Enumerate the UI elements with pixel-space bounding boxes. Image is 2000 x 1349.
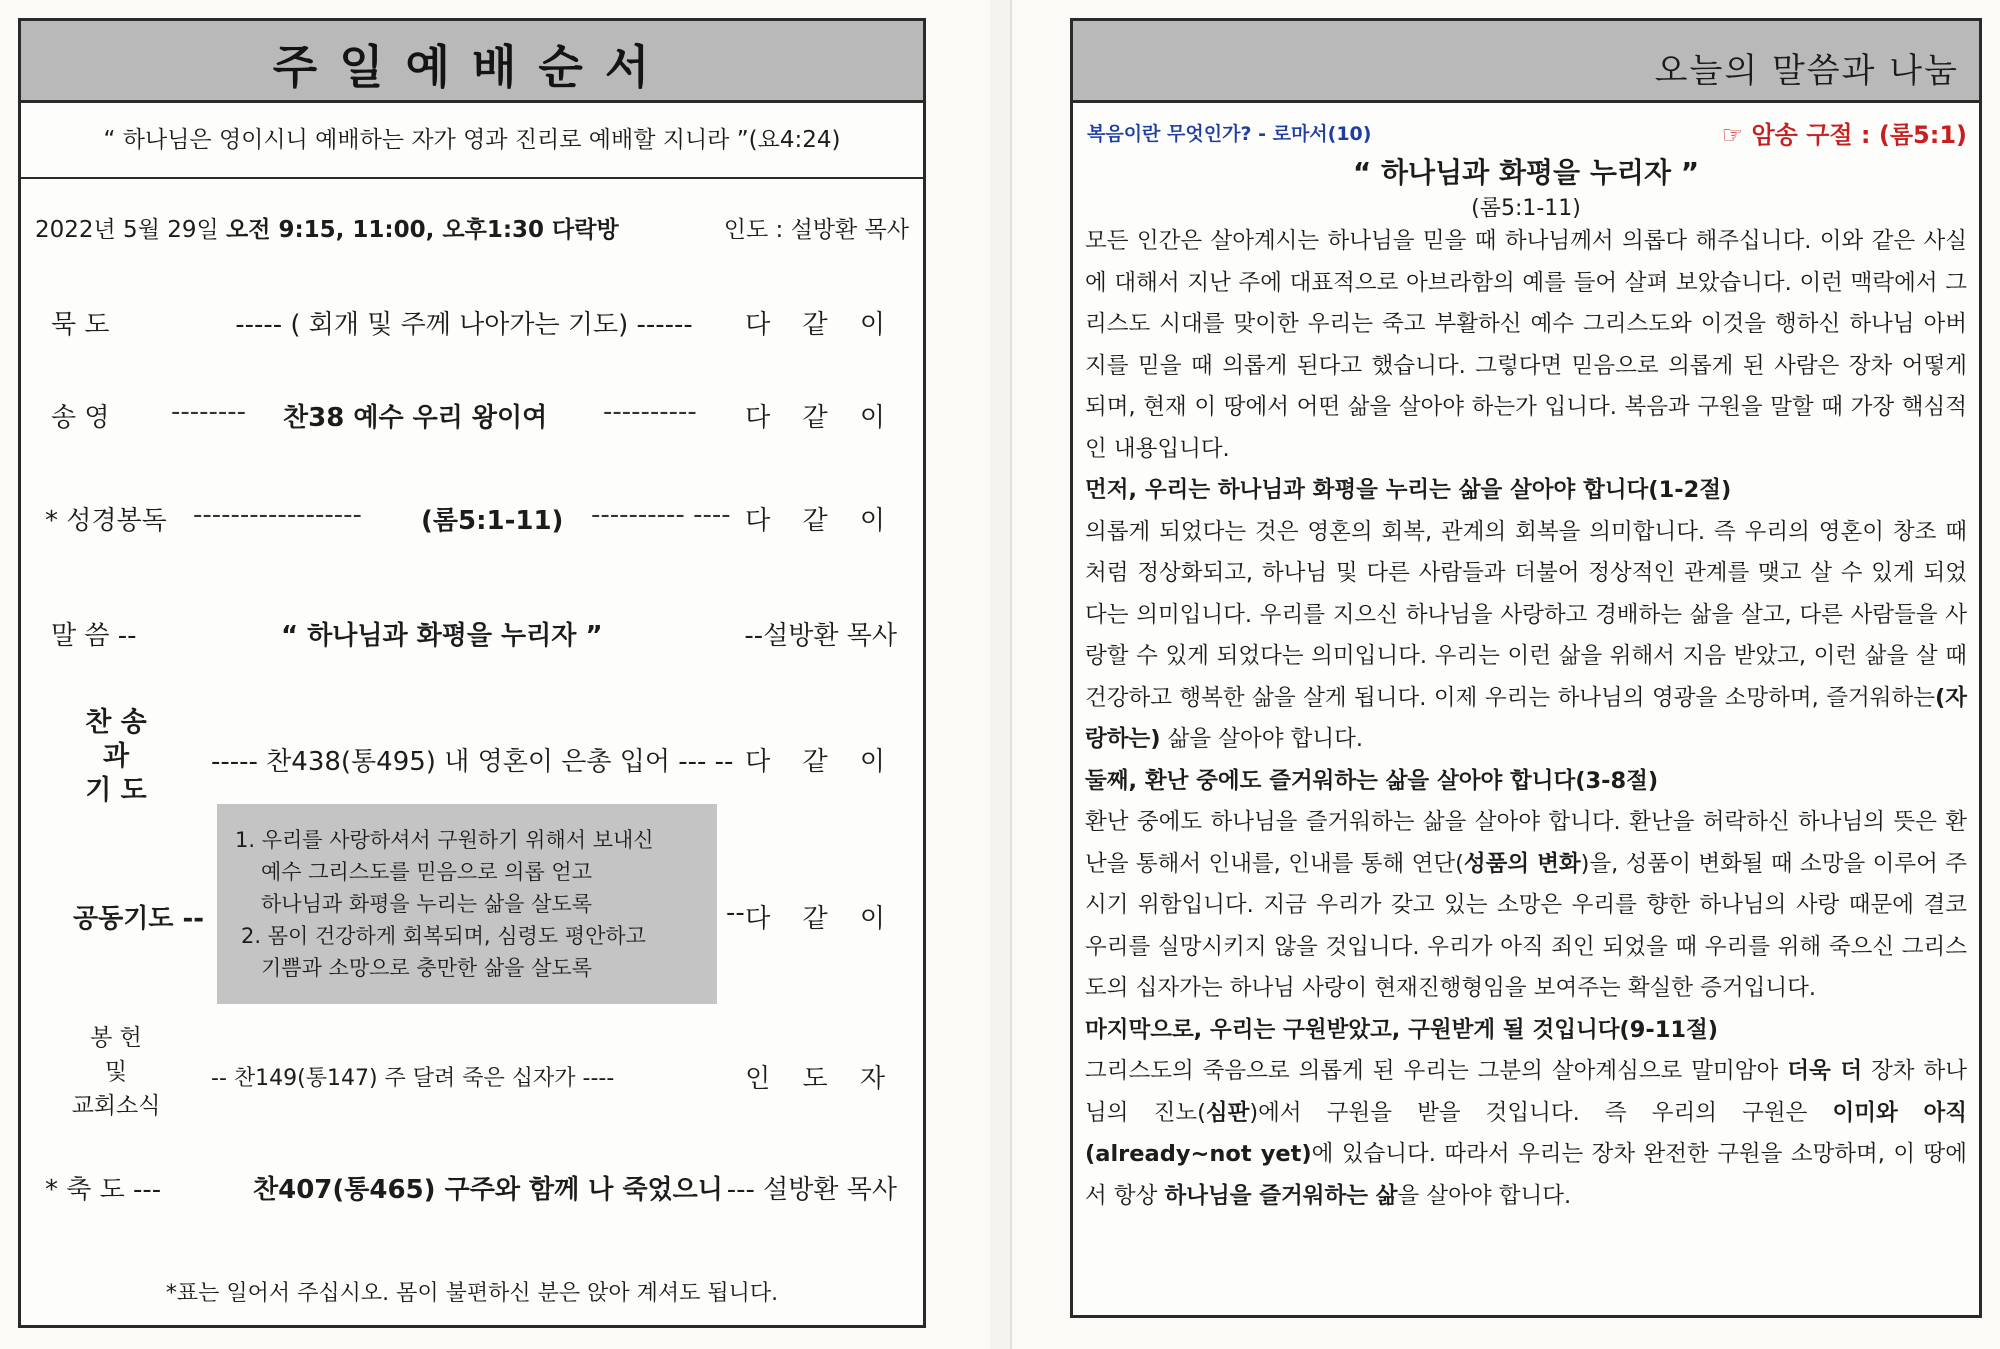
prayer-line: 1. 우리를 사랑하셔서 구원하기 위해서 보내신: [235, 828, 654, 852]
label-line: 교회소식: [71, 1093, 161, 1119]
sermon-point-2-heading: 둘째, 환난 중에도 즐거워하는 삶을 살아야 합니다(3-8절): [1085, 767, 1659, 794]
order-label: 공동기도 --: [73, 904, 205, 934]
standing-footnote: *표는 일어서 주십시오. 몸이 불편하신 분은 앉아 계셔도 됩니다.: [165, 1281, 779, 1306]
order-label: 말 씀 --: [51, 621, 137, 651]
order-dashes: ------------------: [193, 500, 362, 530]
order-hymn-prayer-label: [71, 706, 161, 808]
right-page: [1010, 0, 2000, 1349]
order-label: * 축 도 ---: [45, 1175, 162, 1205]
sermon-title: “ 하나님과 화평을 누리자 ”: [1352, 156, 1700, 189]
order-dashes: ----------: [603, 397, 697, 427]
sermon-point-3-heading: 마지막으로, 우리는 구원받았고, 구원받게 될 것입니다(9-11절): [1085, 1016, 1719, 1043]
sermon-frame: [1070, 18, 1982, 1318]
service-info: [35, 211, 909, 244]
label-line: 기 도: [85, 775, 147, 806]
service-leader: 인도 : 설방환 목사: [723, 217, 909, 243]
bold-run: 하나님을 즐거워하는 삶: [1164, 1182, 1398, 1209]
service-date: 2022년 5월 29일: [35, 217, 219, 243]
worship-order-frame: [18, 18, 926, 1328]
text-run: )에서 구원을 받을 것입니다. 즉 우리의 구원은: [1249, 1099, 1833, 1126]
order-desc: ----- ( 회개 및 주께 나아가는 기도) ------: [235, 310, 693, 340]
sermon-point-1-heading: 먼저, 우리는 하나님과 화평을 누리는 삶을 살아야 합니다(1-2절): [1085, 477, 1732, 503]
bold-run: 이미와 아직(already~not yet): [1085, 1099, 1967, 1167]
worship-order-title: 주일예배순서: [272, 40, 672, 94]
sermon-section-header: 오늘의 말씀과 나눔: [1654, 51, 1959, 91]
prayer-line: 2. 몸이 건강하게 회복되며, 심령도 평안하고: [241, 924, 646, 948]
label-line: 및: [104, 1059, 128, 1085]
order-label: * 성경봉독: [45, 506, 167, 536]
order-reference: (롬5:1-11): [421, 506, 564, 536]
text-run: 장차 하나님의 진노(: [1085, 1058, 1967, 1126]
theme-verse: “ 하나님은 영이시니 예배하는 자가 영과 진리로 예배할 지니라 ”(요4:24): [21, 121, 923, 179]
order-offering-label: [61, 1021, 171, 1123]
sermon-reference: (롬5:1-11): [1471, 196, 1581, 221]
sermon-body: [1085, 221, 1967, 1217]
order-dashes: ---------- ----: [591, 500, 731, 530]
service-times: 오전 9:15, 11:00, 오후1:30 다락방: [226, 217, 619, 243]
order-hymn: 찬407(통465) 구주와 함께 나 죽었으니: [253, 1175, 723, 1205]
order-performer: 다 같 이: [745, 403, 897, 433]
order-dashes: --------: [171, 397, 247, 427]
bold-run: 더욱 더: [1787, 1058, 1863, 1084]
sermon-point-1-body: [1085, 512, 1967, 761]
order-label: 송 영: [51, 403, 110, 433]
text-run: 그리스도의 죽음으로 의롭게 된 우리는 그분의 살아계심으로 말미암아: [1085, 1058, 1788, 1084]
sermon-intro: 모든 인간은 살아계시는 하나님을 믿을 때 하나님께서 의롭다 해주십니다. 이와 같은 사실에 대해서 지난 주에 대표적으로 아브라함의 예를 들어 살펴 보았습니다. 이런 맥락에서 그리스도 시대를 맞이한 우리는 죽고 부활하신 예수 그리스도와 이것을 행하신 하나님 아버지를 믿을 때 의롭게 된다고 했습니다. 그렇다면 믿음으로 의롭게 된 사람은 장차 어떻게 되며, 현재 이 땅에서 어떤 삶을 살아야 하는가 입니다. 복음과 구원을 말할 때 가장 핵심적인 내용입니다.: [1085, 228, 1967, 462]
order-performer: --설방환 목사: [744, 621, 897, 651]
label-line: 과: [102, 741, 130, 772]
order-performer: 다 같 이: [745, 904, 897, 934]
order-dashes: --: [726, 898, 745, 928]
order-performer: 다 같 이: [745, 747, 897, 777]
sermon-point-3-body: [1085, 1051, 1967, 1217]
bold-run: 심판: [1205, 1099, 1250, 1126]
order-label: 묵 도: [51, 310, 110, 340]
prayer-line: 예수 그리스도를 믿음으로 의롭 얻고: [261, 860, 592, 884]
order-desc: ----- 찬438(통495) 내 영혼이 은총 입어 --- --: [211, 747, 734, 777]
order-desc: -- 찬149(통147) 주 달려 죽은 십자가 ----: [211, 1066, 615, 1091]
label-line: 찬 송: [85, 707, 147, 738]
order-performer: --- 설방환 목사: [726, 1175, 897, 1205]
text-run: 을 살아야 합니다.: [1397, 1182, 1572, 1209]
label-line: 봉 헌: [90, 1025, 142, 1051]
order-sermon-title: “ 하나님과 화평을 누리자 ”: [281, 621, 603, 651]
bold-run: 성품의 변화: [1463, 850, 1581, 877]
text-run: 의롭게 되었다는 것은 영혼의 회복, 관계의 회복을 의미합니다. 즉 우리의 영혼이 창조 때처럼 정상화되고, 하나님 및 다른 사람들과 더불어 정상적인 관계를 맺고 살 수 있게 되었다는 의미입니다. 우리를 지으신 하나님을 사랑하고 경배하는 삶을 살고, 다른 사람들을 사랑할 수 있게 되었다는 의미입니다. 우리는 이런 삶을 위해서 지음 받았고, 이런 삶을 살 때 건강하고 행복한 삶을 살게 됩니다. 이제 우리는 하나님의 영광을 소망하며, 즐거워하는: [1085, 518, 1967, 711]
header-banner: [1073, 21, 1979, 103]
text-run: 환난 중에도 하나님을 즐거워하는 삶을 살아야 합니다. 환난을 허락하신 하나님의 뜻은 환난을 통해서 인내를, 인내를 통해 연단(: [1085, 809, 1967, 877]
order-performer: 인 도 자: [745, 1064, 897, 1094]
order-hymn: 찬38 예수 우리 왕이여: [283, 403, 548, 433]
title-banner: [21, 21, 923, 103]
left-page: [0, 0, 990, 1349]
text-run: 에 있습니다. 따라서 우리는 장차 완전한 구원을 소망하며, 이 땅에서 항상: [1085, 1141, 1968, 1209]
bold-run: (자랑하는): [1085, 684, 1967, 752]
sermon-series: 복음이란 무엇인가? - 로마서(10): [1087, 123, 1372, 145]
prayer-line: 기쁨과 소망으로 충만한 삶을 살도록: [261, 956, 592, 980]
order-performer: 다 같 이: [745, 310, 897, 340]
text-run: )을, 성품이 변화될 때 소망을 이루어 주시기 위함입니다. 지금 우리가 갖고 있는 소망은 우리를 향한 하나님의 사랑 때문에 결코 우리를 실망시키지 않을 것입니다. 우리가 아직 죄인 되었을 때 우리를 위해 죽으신 그리스도의 십자가는 하나님 사랑이 현재진행형임을 보여주는 확실한 증거입니다.: [1085, 850, 1967, 1001]
memory-verse: ☞ 암송 구절 : (롬5:1): [1721, 121, 1967, 149]
common-prayer-box: [217, 804, 717, 1004]
prayer-line: 하나님과 화평을 누리는 삶을 살도록: [261, 892, 592, 916]
order-performer: 다 같 이: [745, 506, 897, 536]
text-run: 삶을 살아야 합니다.: [1160, 726, 1363, 752]
sermon-point-2-body: [1085, 802, 1967, 1010]
